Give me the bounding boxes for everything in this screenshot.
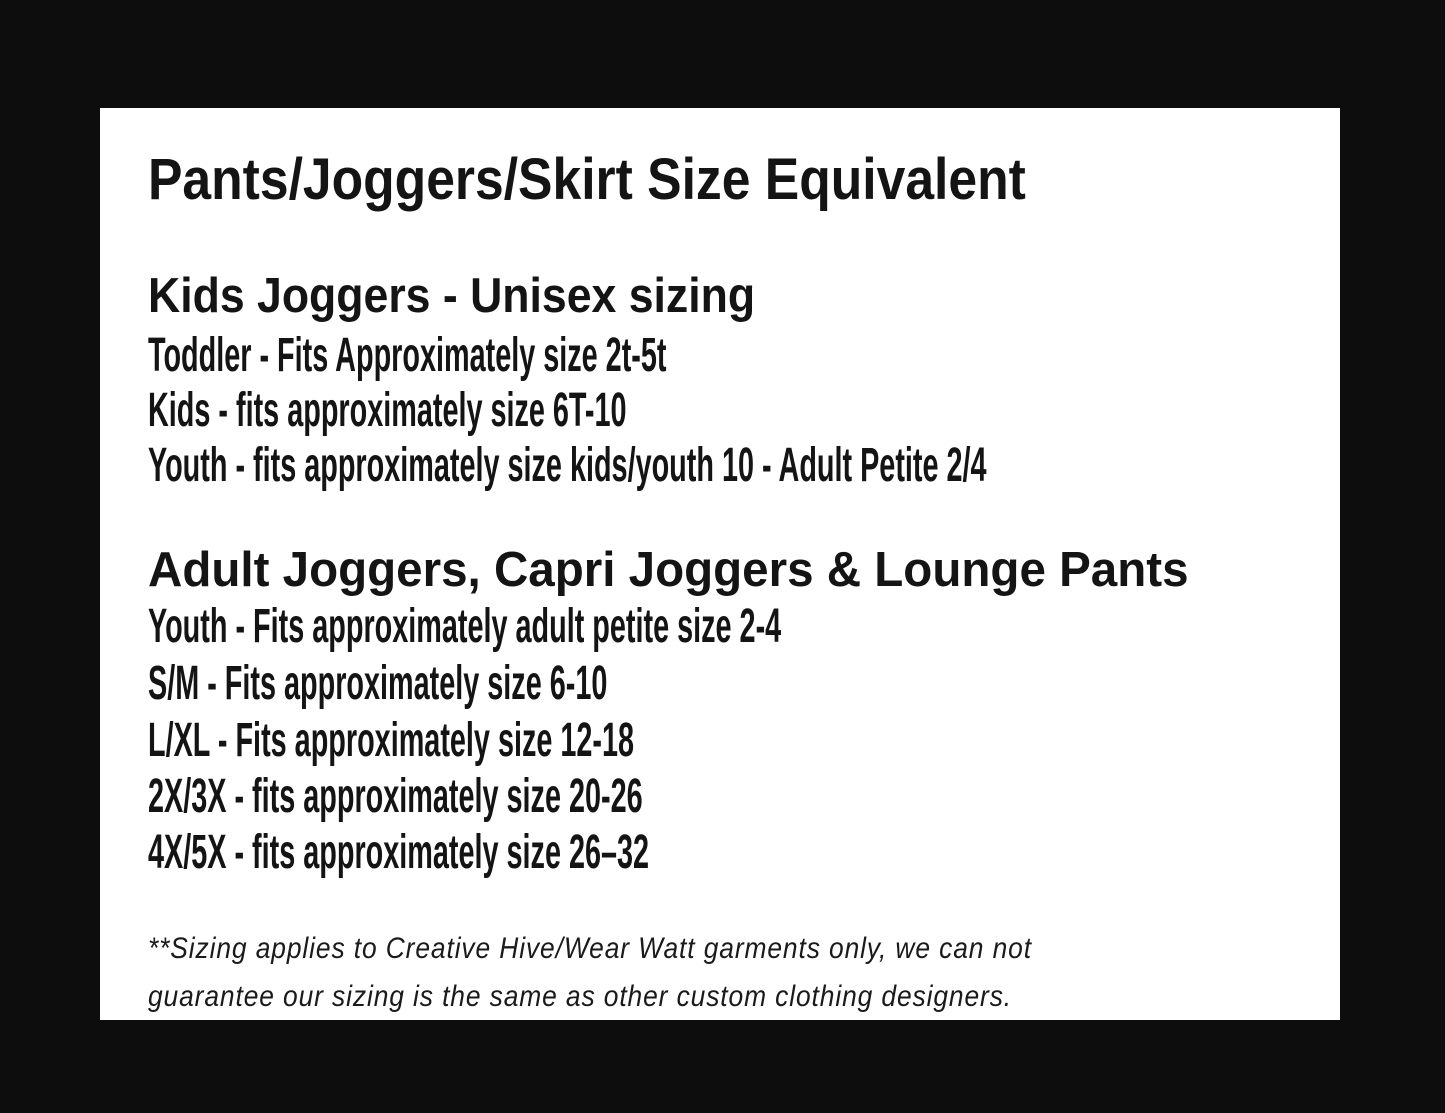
size-line-youth-kids: Youth - fits approximately size kids/youth 10 - Adult Petite 2/4 bbox=[148, 439, 987, 492]
footnote-line-1: **Sizing applies to Creative Hive/Wear Watt garments only, we can not bbox=[148, 932, 1032, 965]
page-title: Pants/Joggers/Skirt Size Equivalent bbox=[148, 147, 1026, 212]
size-line-lxl: L/XL - Fits approximately size 12-18 bbox=[148, 714, 635, 767]
size-line-4x5x: 4X/5X - fits approximately size 26–32 bbox=[148, 826, 650, 879]
size-line-sm: S/M - Fits approximately size 6-10 bbox=[148, 657, 608, 710]
section-heading-kids-joggers: Kids Joggers - Unisex sizing bbox=[148, 269, 756, 323]
size-line-youth-adult: Youth - Fits approximately adult petite size 2-4 bbox=[148, 600, 782, 653]
section-heading-adult-joggers: Adult Joggers, Capri Joggers & Lounge Pants bbox=[148, 543, 1189, 597]
size-line-2x3x: 2X/3X - fits approximately size 20-26 bbox=[148, 770, 643, 823]
size-line-toddler: Toddler - Fits Approximately size 2t-5t bbox=[148, 329, 667, 382]
size-chart-card bbox=[100, 108, 1340, 1020]
footnote-line-2: guarantee our sizing is the same as other custom clothing designers. bbox=[148, 980, 1013, 1013]
size-line-kids: Kids - fits approximately size 6T-10 bbox=[148, 384, 627, 437]
